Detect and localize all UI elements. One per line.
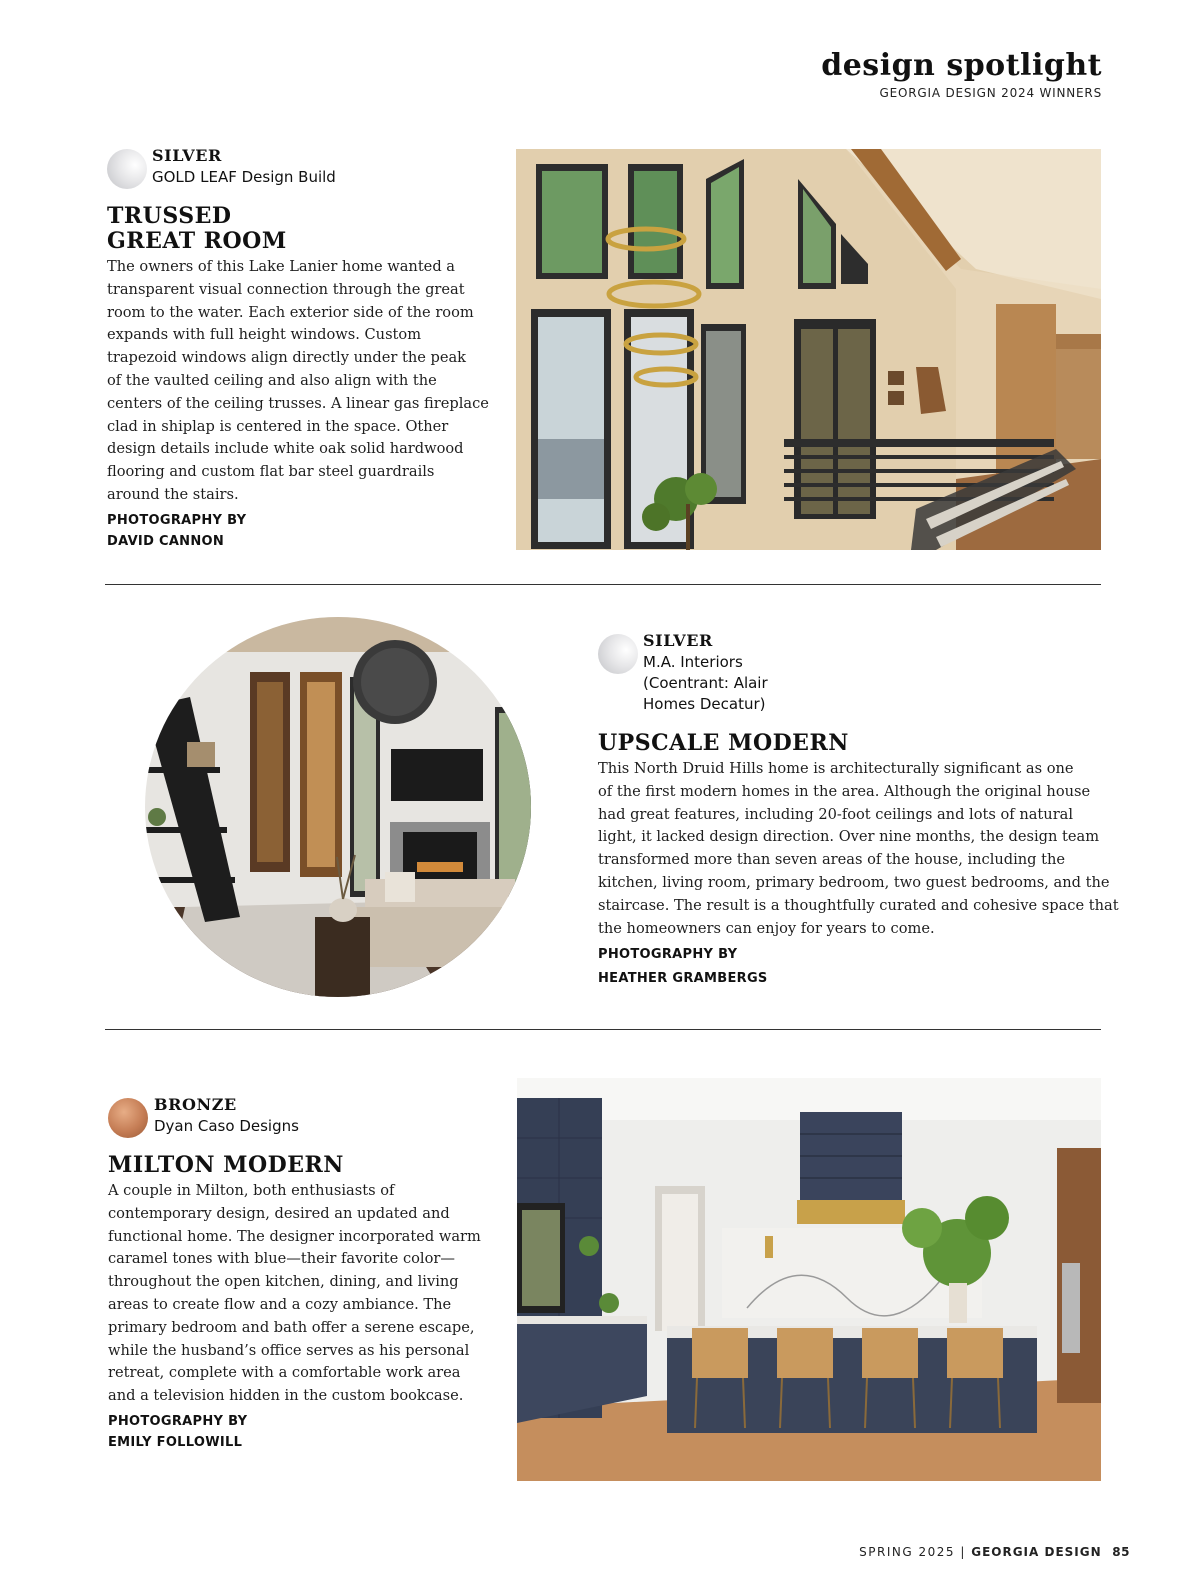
text-line: PHOTOGRAPHY BY [598, 947, 738, 962]
text-line: had great features, including 20-foot ceilings and lots of natural [598, 805, 1074, 823]
text-line: of the first modern homes in the area. Although the original house [598, 782, 1091, 800]
award-firm [643, 652, 768, 715]
kitchen-photo [517, 1078, 1101, 1481]
text-line: the homeowners can enjoy for years to come. [598, 919, 935, 937]
award-level: SILVER [152, 146, 222, 165]
award-level: BRONZE [154, 1095, 237, 1114]
text-line: staircase. The result is a thoughtfully curated and cohesive space that [598, 896, 1119, 914]
text-line: around the stairs. [107, 485, 239, 503]
magazine-name: GEORGIA DESIGN [971, 1545, 1102, 1559]
project-title [107, 204, 287, 254]
photo-credit [107, 510, 246, 552]
text-line: A couple in Milton, both enthusiasts of [108, 1182, 395, 1199]
project-description [107, 256, 489, 507]
section-divider [105, 584, 1101, 585]
photo-credit [108, 1411, 247, 1453]
text-line: PHOTOGRAPHY BY [108, 1414, 248, 1429]
text-line: flooring and custom flat bar steel guardrails [107, 463, 435, 481]
text-line: contemporary design, desired an updated and [108, 1204, 450, 1222]
text-line: throughout the open kitchen, dining, and living [108, 1273, 459, 1291]
issue-label: SPRING 2025 [859, 1545, 956, 1559]
text-line: trapezoid windows align directly under the peak [107, 349, 467, 367]
great-room-photo [516, 149, 1101, 550]
project-description [108, 1180, 481, 1408]
text-line: transformed more than seven areas of the house, including the [598, 851, 1066, 869]
page-footer [859, 1545, 1130, 1559]
award-level: SILVER [643, 631, 713, 650]
living-room-photo [145, 617, 531, 997]
text-line: EMILY FOLLOWILL [108, 1435, 243, 1450]
text-line: PHOTOGRAPHY BY [107, 513, 247, 528]
text-line: kitchen, living room, primary bedroom, two guest bedrooms, and the [598, 873, 1110, 891]
text-line: while the husband’s office serves as his personal [108, 1341, 470, 1359]
text-line: GOLD LEAF Design Build [152, 168, 336, 186]
section-subtitle: GEORGIA DESIGN 2024 WINNERS [879, 86, 1102, 100]
project-title [598, 731, 849, 756]
text-line: expands with full height windows. Custom [107, 326, 422, 344]
text-line: MILTON MODERN [108, 1152, 344, 1178]
text-line: light, it lacked design direction. Over nine months, the design team [598, 828, 1100, 846]
text-line: TRUSSED [107, 203, 232, 229]
text-line: centers of the ceiling trusses. A linear gas fireplace [107, 394, 489, 412]
project-title [108, 1153, 344, 1178]
section-divider [105, 1029, 1101, 1030]
text-line: functional home. The designer incorporated warm [108, 1227, 481, 1245]
text-line: retreat, complete with a comfortable work area [108, 1364, 461, 1382]
silver-medal-icon [107, 149, 147, 189]
text-line: primary bedroom and bath offer a serene escape, [108, 1318, 475, 1336]
text-line: M.A. Interiors [643, 653, 743, 671]
text-line: room to the water. Each exterior side of the room [107, 303, 474, 321]
silver-medal-icon [598, 634, 638, 674]
text-line: The owners of this Lake Lanier home wanted a [107, 258, 456, 275]
text-line: GREAT ROOM [107, 228, 287, 254]
photo-credit [598, 943, 768, 991]
text-line: HEATHER GRAMBERGS [598, 971, 768, 986]
text-line: UPSCALE MODERN [598, 730, 849, 756]
text-line: of the vaulted ceiling and also align with the [107, 371, 437, 389]
text-line: Dyan Caso Designs [154, 1117, 299, 1135]
bronze-medal-icon [108, 1098, 148, 1138]
text-line: transparent visual connection through the great [107, 280, 465, 298]
project-description [598, 758, 1119, 940]
page-number: 85 [1112, 1545, 1130, 1559]
award-firm [154, 1116, 299, 1137]
text-line: areas to create flow and a cozy ambiance. The [108, 1295, 452, 1313]
text-line: clad in shiplap is centered in the space. Other [107, 417, 449, 435]
award-firm [152, 167, 336, 188]
text-line: (Coentrant: Alair [643, 674, 768, 692]
footer-separator: | [960, 1545, 966, 1559]
text-line: DAVID CANNON [107, 534, 225, 549]
section-title: design spotlight [821, 48, 1102, 83]
text-line: This North Druid Hills home is architecturally significant as one [598, 760, 1074, 777]
text-line: caramel tones with blue—their favorite color— [108, 1250, 455, 1268]
text-line: Homes Decatur) [643, 695, 766, 713]
text-line: design details include white oak solid hardwood [107, 440, 464, 458]
text-line: and a television hidden in the custom bookcase. [108, 1387, 464, 1405]
